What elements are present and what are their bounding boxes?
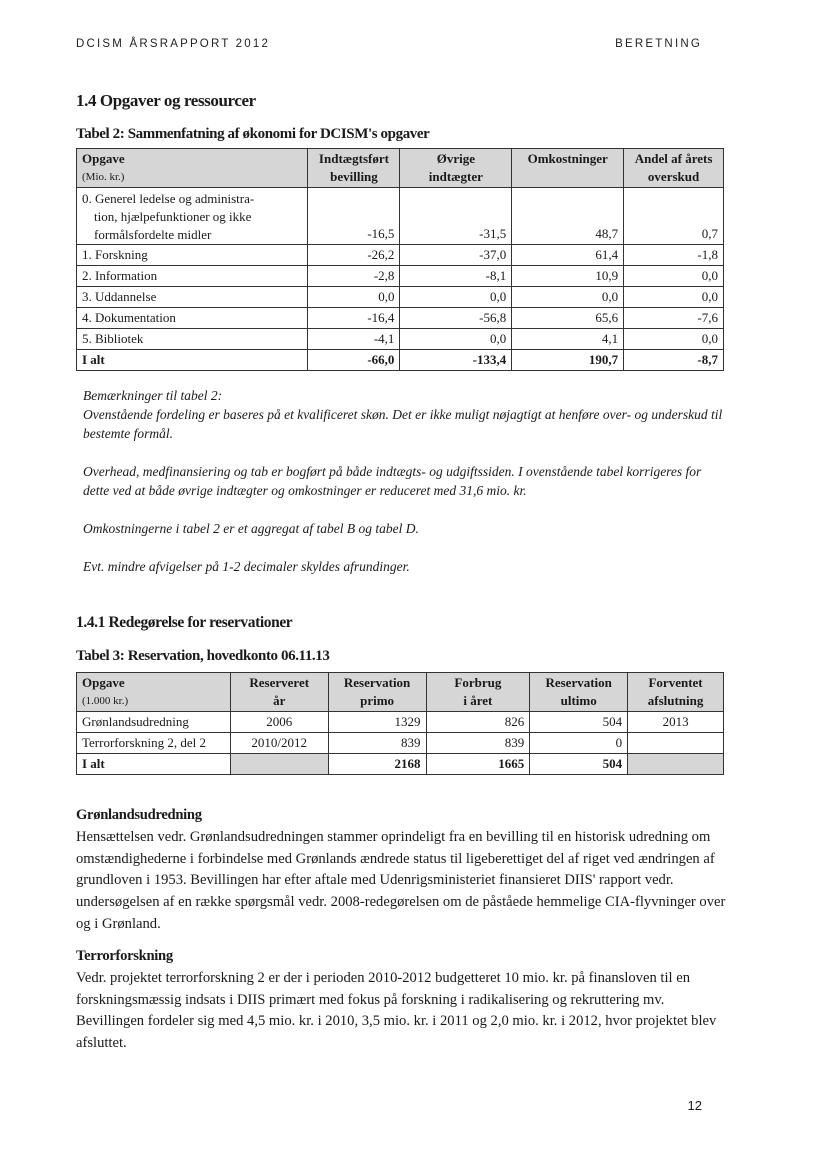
cell-value: 0,0 [624, 329, 724, 350]
table3-header-reserveret [230, 673, 328, 712]
cell-value: 48,7 [512, 188, 624, 245]
cell-value: 504 [530, 754, 628, 775]
table3-header-afslutning [628, 673, 724, 712]
cell-value: -133,4 [400, 350, 512, 371]
table-total-row [77, 350, 724, 371]
header-text: Forbrug [454, 675, 502, 690]
cell-value: 1329 [328, 712, 426, 733]
section-heading: Grønlandsudredning [76, 807, 202, 823]
cell-value: -31,5 [400, 188, 512, 245]
running-header-left: DCISM ÅRSRAPPORT 2012 [76, 38, 271, 50]
header-text: Andel af årets [634, 151, 713, 166]
section-terrorforskning [76, 946, 726, 1055]
header-text: Opgave [82, 675, 125, 690]
notes-heading: Bemærkninger til tabel 2: [83, 388, 223, 403]
header-unit: (1.000 kr.) [82, 695, 129, 707]
table-row [77, 308, 724, 329]
row-label: Grønlandsudredning [77, 712, 231, 733]
row-label: 4. Dokumentation [77, 308, 308, 329]
cell-value: 65,6 [512, 308, 624, 329]
header-text: Øvrige [436, 151, 475, 166]
cell-value: 839 [328, 733, 426, 754]
cell-value: -16,5 [308, 188, 400, 245]
cell-value: 10,9 [512, 266, 624, 287]
section-heading: Terrorforskning [76, 948, 173, 964]
section-text: Vedr. projektet terrorforskning 2 er der i perioden 2010-2012 budgetteret 10 mio. kr. på finansloven til en forskningsmæssig indsats i DIIS primært med fokus på forskning i radikalisering og rekruttering mv. Bevillingen fordeler sig med 4,5 mio. kr. i 2010, 3,5 mio. kr. i 2011 og 2,0 mio. kr. i 2012, hvor projektet blev afsluttet. [76, 969, 717, 1052]
cell-value: 2168 [328, 754, 426, 775]
cell-value: -16,4 [308, 308, 400, 329]
header-text: primo [360, 693, 395, 708]
header-text: år [273, 693, 286, 708]
table3-header-ultimo [530, 673, 628, 712]
table2-caption: Tabel 2: Sammenfatning af økonomi for DCISM's opgaver [76, 126, 430, 142]
cell-value: 504 [530, 712, 628, 733]
row-label: 1. Forskning [77, 245, 308, 266]
section-gronlandsudredning [76, 805, 726, 936]
note-paragraph: Ovenstående fordeling er baseres på et kvalificeret skøn. Det er ikke muligt nøjagtigt at henføre over- og underskud til bestemte formål. [83, 407, 723, 441]
table2-notes [83, 386, 723, 595]
row-label: 2. Information [77, 266, 308, 287]
cell-value: 2010/2012 [230, 733, 328, 754]
table-row [77, 287, 724, 308]
header-text: afslutning [647, 693, 704, 708]
table3 [76, 672, 724, 775]
cell-value: 61,4 [512, 245, 624, 266]
header-text: Indtægtsført [318, 151, 389, 166]
header-text: Omkostninger [527, 151, 608, 166]
table-total-row [77, 754, 724, 775]
cell-value: -26,2 [308, 245, 400, 266]
header-text: Reserveret [249, 675, 310, 690]
row-label: I alt [77, 754, 231, 775]
table-row [77, 733, 724, 754]
header-text: i året [463, 693, 493, 708]
table2-header-indtaegtsfoert [308, 149, 400, 188]
cell-value: -37,0 [400, 245, 512, 266]
table-row [77, 245, 724, 266]
table-row [77, 188, 724, 245]
cell-value: 4,1 [512, 329, 624, 350]
cell-value: 839 [426, 733, 530, 754]
header-text: Reservation [545, 675, 612, 690]
cell-value: -8,7 [624, 350, 724, 371]
table3-header-opgave [77, 673, 231, 712]
section-title: 1.4 Opgaver og ressourcer [76, 91, 256, 110]
empty-cell [628, 754, 724, 775]
row-label: Terrorforskning 2, del 2 [77, 733, 231, 754]
header-text: Reservation [343, 675, 411, 690]
cell-value: 0,0 [400, 329, 512, 350]
note-paragraph: Omkostningerne i tabel 2 er et aggregat af tabel B og tabel D. [83, 521, 419, 536]
cell-value: 2006 [230, 712, 328, 733]
table-row [77, 266, 724, 287]
cell-value: -7,6 [624, 308, 724, 329]
cell-value: 0,7 [624, 188, 724, 245]
table3-caption: Tabel 3: Reservation, hovedkonto 06.11.13 [76, 648, 330, 664]
empty-cell [230, 754, 328, 775]
page-number: 12 [687, 1098, 702, 1113]
header-unit: (Mio. kr.) [82, 171, 125, 183]
row-label [77, 188, 308, 245]
header-text: Forventet [648, 675, 703, 690]
table2-header-omkostninger [512, 149, 624, 188]
row-label-line: formålsfordelte midler [94, 227, 212, 242]
cell-value: -4,1 [308, 329, 400, 350]
row-label-line: 0. Generel ledelse og administra- [82, 191, 255, 206]
cell-value: -1,8 [624, 245, 724, 266]
note-paragraph: Overhead, medfinansiering og tab er bogført på både indtægts- og udgiftssiden. I ovenstående tabel korrigeres for dette ved at både øvrige indtægter og omkostninger er reduceret med 31,6 mio. kr. [83, 464, 702, 498]
table2-header-andel [624, 149, 724, 188]
table3-header-row [77, 673, 724, 712]
cell-value: -56,8 [400, 308, 512, 329]
header-text: overskud [647, 169, 700, 184]
running-header-right: BERETNING [615, 38, 702, 50]
cell-value: 0,0 [624, 287, 724, 308]
cell-value: 0,0 [400, 287, 512, 308]
section-text: Hensættelsen vedr. Grønlandsudredningen stammer oprindeligt fra en bevilling til en historisk udredning om omstændighederne i forbindelse med Grønlands ændrede status til ligeberettiget del af riget ved ændringen af grundloven i 1953. Bevillingen har efter aftale med Udenrigsministeriet finansieret DIIS' rapport vedr. undersøgelsen af en række spørgsmål vedr. 2008-redegørelsen om de påståede hemmelige CIA-flyvninger over og i Grønland. [76, 828, 726, 932]
row-label-line: tion, hjælpefunktioner og ikke [94, 209, 252, 224]
table-row [77, 712, 724, 733]
row-label: 3. Uddannelse [77, 287, 308, 308]
cell-value [628, 733, 724, 754]
header-text: ultimo [560, 693, 597, 708]
table2-header-opgave [77, 149, 308, 188]
cell-value: 0,0 [512, 287, 624, 308]
cell-value: 826 [426, 712, 530, 733]
cell-value: 190,7 [512, 350, 624, 371]
table3-header-forbrug [426, 673, 530, 712]
cell-value: -66,0 [308, 350, 400, 371]
cell-value: -8,1 [400, 266, 512, 287]
row-label: 5. Bibliotek [77, 329, 308, 350]
table3-header-primo [328, 673, 426, 712]
header-text: bevilling [330, 169, 378, 184]
table-row [77, 329, 724, 350]
cell-value: 2013 [628, 712, 724, 733]
header-text: indtægter [428, 169, 483, 184]
cell-value: 1665 [426, 754, 530, 775]
row-label: I alt [77, 350, 308, 371]
subsection-title: 1.4.1 Redegørelse for reservationer [76, 614, 293, 631]
note-paragraph: Evt. mindre afvigelser på 1-2 decimaler skyldes afrundinger. [83, 559, 410, 574]
cell-value: 0,0 [624, 266, 724, 287]
table2 [76, 148, 724, 371]
cell-value: 0,0 [308, 287, 400, 308]
cell-value: -2,8 [308, 266, 400, 287]
table2-header-row [77, 149, 724, 188]
header-text: Opgave [82, 151, 125, 166]
table2-header-oevrige [400, 149, 512, 188]
cell-value: 0 [530, 733, 628, 754]
